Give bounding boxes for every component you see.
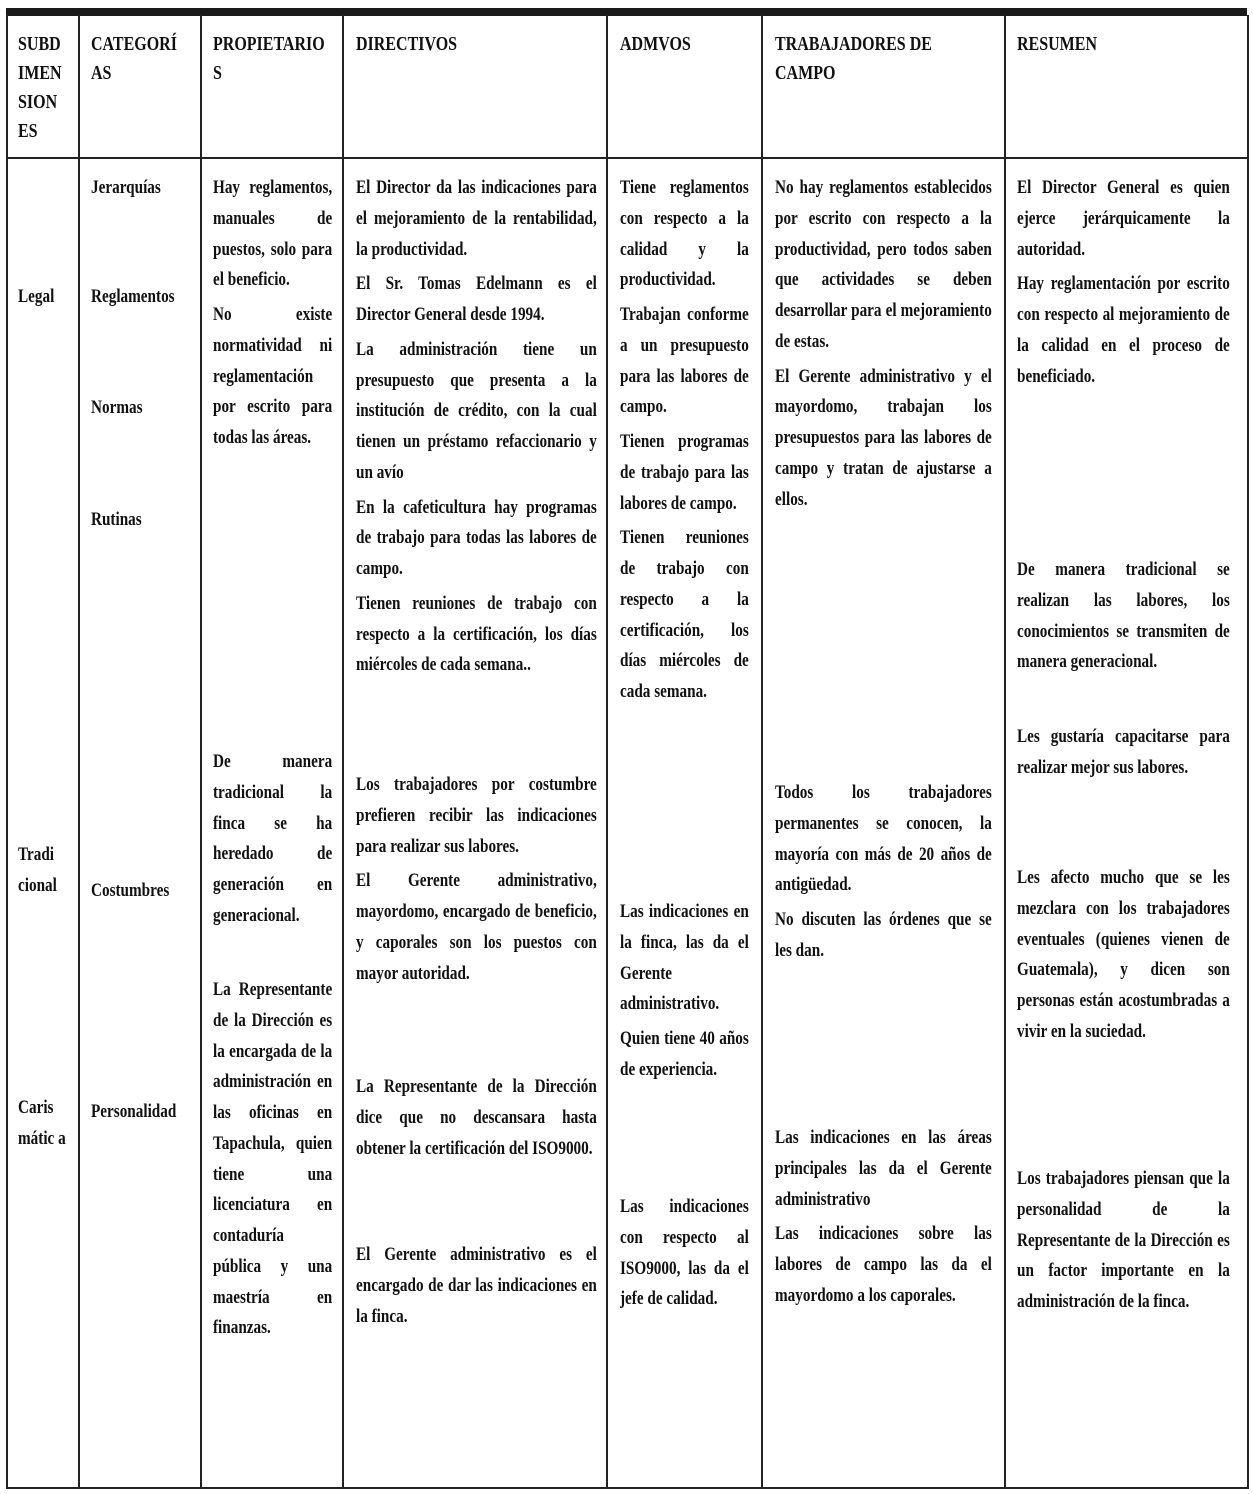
header-row-divider: [6, 157, 1247, 159]
column-divider: [761, 15, 763, 1487]
admvos-block-tradicional: [620, 897, 749, 1090]
propietarios-text: La Representante de la Dirección es la encargada de la administración en las oficinas en Tapachula, quien tiene una licenciatura en contaduría pública y una maestría en finanzas.: [213, 979, 333, 1339]
propietarios-text: No existe normatividad ni reglamentación por escrito para todas las áreas.: [213, 304, 333, 449]
trabajadores-text: Las indicaciones sobre las labores de campo las da el mayordomo a los caporales.: [775, 1223, 992, 1306]
propietarios-block-carismatica: [213, 975, 332, 1348]
directivos-text: La administración tiene un presupuesto que presenta a la institución de crédito, con la cual tienen un préstamo refaccionario y un avío: [356, 338, 597, 483]
subdimension-tradicional: Tradi cional: [18, 844, 57, 896]
header-categorias: CATEGORÍ AS: [91, 33, 177, 84]
resumen-text: Les gustaría capacitarse para realizar mejor sus labores.: [1017, 726, 1230, 778]
directivos-block-carismatica-2: [356, 1240, 597, 1336]
admvos-text: Las indicaciones en la finca, las da el Gerente administrativo.: [620, 901, 749, 1015]
directivos-text: La Representante de la Dirección dice que no descansara hasta obtener la certificación del ISO9000.: [356, 1076, 597, 1159]
column-divider: [1004, 15, 1006, 1487]
column-divider: [342, 15, 344, 1487]
admvos-text: Tiene reglamentos con respecto a la calidad y la productividad.: [620, 177, 749, 291]
resumen-block-carismatica: [1017, 1164, 1230, 1322]
categoria-normas: Normas: [91, 397, 143, 418]
propietarios-text: De manera tradicional la finca se ha heredado de generación en generacional.: [213, 751, 333, 926]
categoria-reglamentos: Reglamentos: [91, 286, 175, 307]
resumen-text: De manera tradicional se realizan las labores, los conocimientos se transmiten de manera generacional.: [1017, 559, 1230, 673]
categoria-rutinas: Rutinas: [91, 509, 142, 530]
categoria-jerarquias: Jerarquías: [91, 177, 161, 198]
propietarios-block-tradicional: [213, 747, 332, 936]
propietarios-block-legal: [213, 173, 332, 458]
column-divider: [200, 15, 202, 1487]
directivos-text: El Director da las indicaciones para el mejoramiento de la rentabilidad, la productividad.: [356, 177, 597, 260]
trabajadores-text: Todos los trabajadores permanentes se conocen, la mayoría con más de 20 años de antigüedad.: [775, 782, 992, 896]
resumen-block-tradicional-2: [1017, 722, 1230, 788]
resumen-text: Hay reglamentación por escrito con respecto al mejoramiento de la calidad en el proceso de beneficiado.: [1017, 273, 1230, 387]
trabajadores-text: No hay reglamentos establecidos por escrito con respecto a la productividad, pero todos saben que actividades se deben desarrollar para el mejoramiento de estas.: [775, 177, 992, 352]
directivos-block-carismatica-1: [356, 1072, 597, 1168]
admvos-text: Las indicaciones con respecto al ISO9000, las da el jefe de calidad.: [620, 1196, 749, 1310]
resumen-block-tradicional-3: [1017, 863, 1230, 1052]
subdimension-carismatica: Caris mátic a: [18, 1097, 66, 1149]
header-directivos: DIRECTIVOS: [356, 33, 458, 55]
categoria-personalidad: Personalidad: [91, 1101, 177, 1122]
trabajadores-block-tradicional: [775, 778, 992, 971]
directivos-text: En la cafeticultura hay programas de trabajo para todas las labores de campo.: [356, 496, 597, 580]
subdimension-legal: Legal: [18, 286, 55, 307]
trabajadores-text: Las indicaciones en las áreas principales las da el Gerente administrativo: [775, 1127, 992, 1210]
resumen-block-legal: [1017, 173, 1230, 396]
resumen-text: Los trabajadores piensan que la personalidad de la Representante de la Dirección es un factor importante en la administración de la finca.: [1017, 1168, 1230, 1313]
admvos-text: Quien tiene 40 años de experiencia.: [620, 1028, 749, 1080]
admvos-block-legal: [620, 173, 749, 712]
resumen-block-tradicional-1: [1017, 555, 1230, 682]
header-resumen: RESUMEN: [1017, 33, 1098, 55]
resumen-text: Les afecto mucho que se les mezclara con los trabajadores eventuales (quienes vienen de Guatemala), y dicen son personas están acostumbradas a vivir en la suciedad.: [1017, 867, 1230, 1042]
directivos-text: Los trabajadores por costumbre prefieren recibir las indicaciones para realizar sus labores.: [356, 774, 597, 857]
column-divider: [606, 15, 608, 1487]
header-subdimensiones: SUBD IMEN SION ES: [18, 33, 62, 142]
directivos-block-legal: [356, 173, 597, 685]
admvos-text: Trabajan conforme a un presupuesto para las labores de campo.: [620, 304, 749, 418]
directivos-text: El Sr. Tomas Edelmann es el Director General desde 1994.: [356, 273, 597, 326]
directivos-text: El Gerente administrativo, mayordomo, encargado de beneficio, y caporales son los puestos con mayor autoridad.: [356, 870, 597, 984]
admvos-text: Tienen programas de trabajo para las labores de campo.: [620, 431, 749, 514]
propietarios-text: Hay reglamentos, manuales de puestos, solo para el beneficio.: [213, 177, 333, 291]
directivos-text: El Gerente administrativo es el encargado de dar las indicaciones en la finca.: [356, 1244, 597, 1327]
trabajadores-block-legal: [775, 173, 992, 519]
header-propietarios: PROPIETARIO S: [213, 33, 325, 84]
resumen-text: El Director General es quien ejerce jerárquicamente la autoridad.: [1017, 177, 1230, 260]
header-trabajadores: TRABAJADORES DE CAMPO: [775, 33, 932, 84]
admvos-text: Tienen reuniones de trabajo con respecto a la certificación, los días miércoles de cada semana.: [620, 527, 749, 703]
trabajadores-text: El Gerente administrativo y el mayordomo, trabajan los presupuestos para las labores de campo y tratan de ajustarse a ellos.: [775, 365, 992, 510]
categoria-costumbres: Costumbres: [91, 880, 170, 901]
column-divider: [78, 15, 80, 1487]
admvos-block-carismatica: [620, 1192, 749, 1319]
trabajadores-text: No discuten las órdenes que se les dan.: [775, 909, 992, 961]
header-admvos: ADMVOS: [620, 33, 691, 55]
directivos-block-tradicional: [356, 770, 597, 993]
directivos-text: Tienen reuniones de trabajo con respecto a la certificación, los días miércoles de cada semana..: [356, 592, 597, 676]
trabajadores-block-carismatica: [775, 1123, 992, 1316]
